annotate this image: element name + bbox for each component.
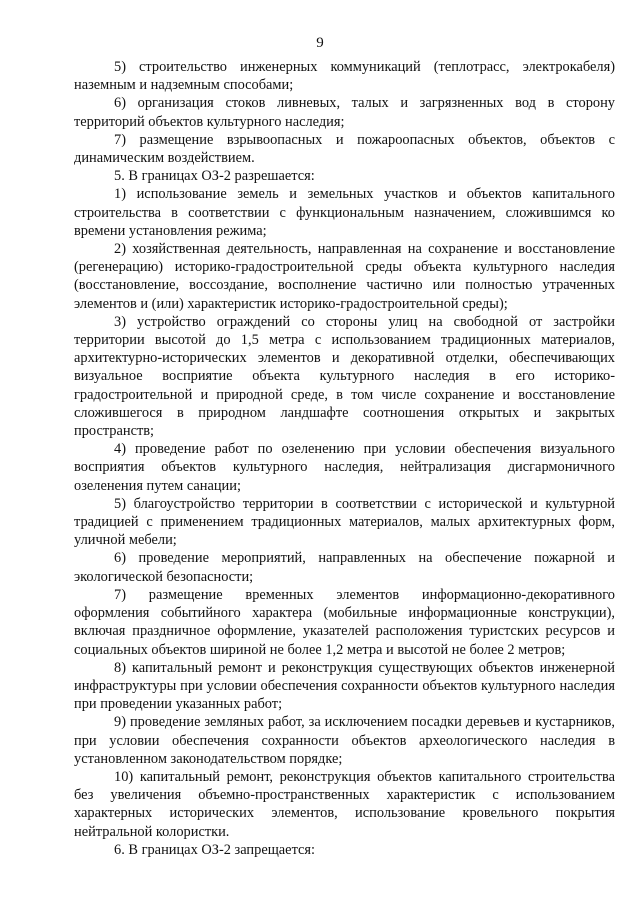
- paragraph: 4) проведение работ по озеленению при условии обеспечения визуального восприятия объектов культурного наследия, нейтрализация дисгармоничного озеленения путем санации;: [74, 441, 615, 494]
- paragraph: 7) размещение взрывоопасных и пожароопасных объектов, объектов с динамическим воздействием.: [74, 131, 615, 167]
- document-body: [74, 58, 615, 859]
- page-number: 9: [316, 35, 324, 51]
- paragraph: 5) строительство инженерных коммуникаций (теплотрасс, электрокабеля) наземным и надземным способами;: [74, 59, 615, 94]
- paragraph: 10) капитальный ремонт, реконструкция объектов капитального строительства без увеличения объемно-пространственных характеристик с использованием характерных исторических элементов, использование кровельного покрытия нейтральной колористки.: [74, 768, 615, 840]
- section-heading: 6. В границах ОЗ-2 запрещается:: [114, 841, 316, 858]
- paragraph: 2) хозяйственная деятельность, направленная на сохранение и восстановление (регенерацию) историко-градостроительной среды объекта культурного наследия (восстановление, воссоздание, восполнение частично или полностью утраченных элементов и (или) характеристик историко-градостроительной среды);: [74, 241, 615, 312]
- paragraph: 6) проведение мероприятий, направленных на обеспечение пожарной и экологической безопасности;: [74, 550, 615, 585]
- paragraph: 3) устройство ограждений со стороны улиц на свободной от застройки территории высотой до 1,5 метра с использованием традиционных материалов, архитектурно-исторических элементов и декоративной отделки, обеспечивающих визуальное восприятие объекта культурного наследия в его историко-градостроительной и природной среде, в том числе сохранение и восстановление сложившегося в природном ландшафте соотношения открытых и закрытых пространств;: [74, 313, 615, 440]
- paragraph: 1) использование земель и земельных участков и объектов капитального строительства в соответствии с функциональным назначением, сложившимся ко времени установления режима;: [74, 186, 615, 239]
- paragraph: 7) размещение временных элементов информационно-декоративного оформления событийного характера (мобильные информационные конструкции), включая праздничное оформление, указателей расположения туристских ресурсов и социальных объектов шириной не более 1,2 метра и высотой не более 2 метров;: [74, 586, 615, 658]
- paragraph: 8) капитальный ремонт и реконструкция существующих объектов инженерной инфраструктуры при условии обеспечения сохранности объектов культурного наследия при проведении указанных работ;: [74, 659, 615, 713]
- paragraph: 6) организация стоков ливневых, талых и загрязненных вод в сторону территорий объектов культурного наследия;: [74, 95, 615, 130]
- section-heading: 5. В границах ОЗ-2 разрешается:: [114, 168, 315, 185]
- paragraph: 5) благоустройство территории в соответствии с исторической и культурной традицией с применением традиционных материалов, малых архитектурных форм, уличной мебели;: [74, 495, 615, 549]
- paragraph: 9) проведение земляных работ, за исключением посадки деревьев и кустарников, при условии обеспечения сохранности объектов археологического наследия в установленном законодательством порядке;: [74, 714, 615, 767]
